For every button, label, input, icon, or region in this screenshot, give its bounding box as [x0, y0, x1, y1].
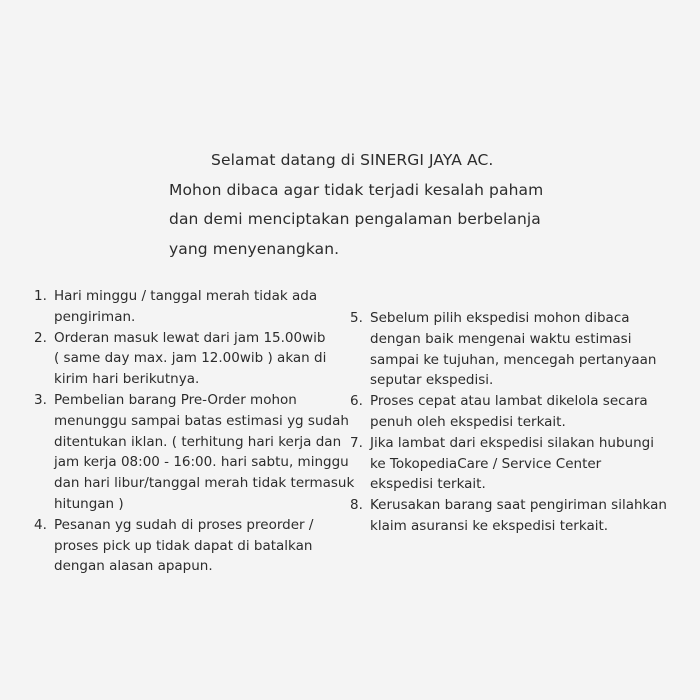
- welcome-line: Mohon dibaca agar tidak terjadi kesalah paham: [169, 180, 544, 199]
- rule-text: [54, 515, 354, 577]
- rule-number: 5.: [350, 310, 363, 326]
- rule-item-3: [34, 390, 354, 515]
- rule-line: dan hari libur/tanggal merah tidak termasuk: [54, 475, 355, 492]
- rule-text: [370, 391, 680, 433]
- rule-line: dengan baik mengenai waktu estimasi: [370, 330, 632, 347]
- rule-line: Hari minggu / tanggal merah tidak ada: [54, 288, 318, 304]
- rule-line: ekspedisi terkait.: [370, 476, 486, 493]
- rule-line: Pesanan yg sudah di proses preorder /: [54, 516, 314, 533]
- rule-line: ke TokopediaCare / Service Center: [370, 455, 602, 472]
- rule-text: [54, 390, 354, 515]
- rule-line: Kerusakan barang saat pengiriman silahkan: [370, 497, 667, 514]
- rule-line: Jika lambat dari ekspedisi silakan hubungi: [370, 434, 654, 451]
- rule-line: dengan alasan apapun.: [54, 558, 213, 575]
- rule-item-6: [350, 391, 680, 433]
- rule-number: 7.: [350, 434, 363, 451]
- rule-number: 6.: [350, 393, 363, 410]
- rule-line: ditentukan iklan. ( terhitung hari kerja dan: [54, 433, 342, 450]
- rule-line: jam kerja 08:00 - 16:00. hari sabtu, minggu: [54, 454, 349, 471]
- rule-line: kirim hari berikutnya.: [54, 371, 200, 388]
- welcome-line: yang menyenangkan.: [169, 239, 340, 258]
- rule-item-2: [34, 328, 354, 390]
- rule-item-5: [350, 308, 680, 391]
- rules-list-left: [34, 286, 354, 577]
- rule-item-1: [34, 286, 354, 328]
- rule-line: sampai ke tujuhan, mencegah pertanyaan: [370, 351, 657, 368]
- rule-number: 8.: [350, 497, 363, 514]
- rule-number: 1.: [34, 288, 47, 304]
- rule-item-7: [350, 433, 680, 495]
- rule-line: Orderan masuk lewat dari jam 15.00wib: [54, 329, 326, 346]
- rule-line: seputar ekspedisi.: [370, 372, 494, 389]
- rule-line: ( same day max. jam 12.00wib ) akan di: [54, 350, 327, 367]
- rule-line: klaim asuransi ke ekspedisi terkait.: [370, 517, 609, 534]
- rule-line: proses pick up tidak dapat di batalkan: [54, 537, 313, 554]
- rule-item-8: [350, 495, 680, 537]
- rule-text: [54, 286, 354, 328]
- rule-text: [370, 495, 680, 537]
- rule-line: Sebelum pilih ekspedisi mohon dibaca: [370, 310, 630, 326]
- rules-list-right: [350, 308, 680, 537]
- rule-line: penuh oleh ekspedisi terkait.: [370, 413, 566, 430]
- rule-item-4: [34, 515, 354, 577]
- rule-line: menunggu sampai batas estimasi yg sudah: [54, 412, 349, 429]
- rule-line: Pembelian barang Pre-Order mohon: [54, 391, 297, 408]
- rule-number: 4.: [34, 516, 47, 533]
- rule-line: Proses cepat atau lambat dikelola secara: [370, 393, 648, 410]
- welcome-line: dan demi menciptakan pengalaman berbelanja: [169, 210, 541, 228]
- rule-text: [54, 328, 354, 390]
- rule-number: 2.: [34, 329, 47, 346]
- rule-line: pengiriman.: [54, 308, 136, 325]
- rule-text: [370, 433, 680, 495]
- welcome-message: [169, 146, 609, 264]
- rule-line: hitungan ): [54, 495, 124, 512]
- welcome-line: Selamat datang di SINERGI JAYA AC.: [211, 151, 494, 169]
- rule-number: 3.: [34, 391, 47, 408]
- rule-text: [370, 308, 680, 391]
